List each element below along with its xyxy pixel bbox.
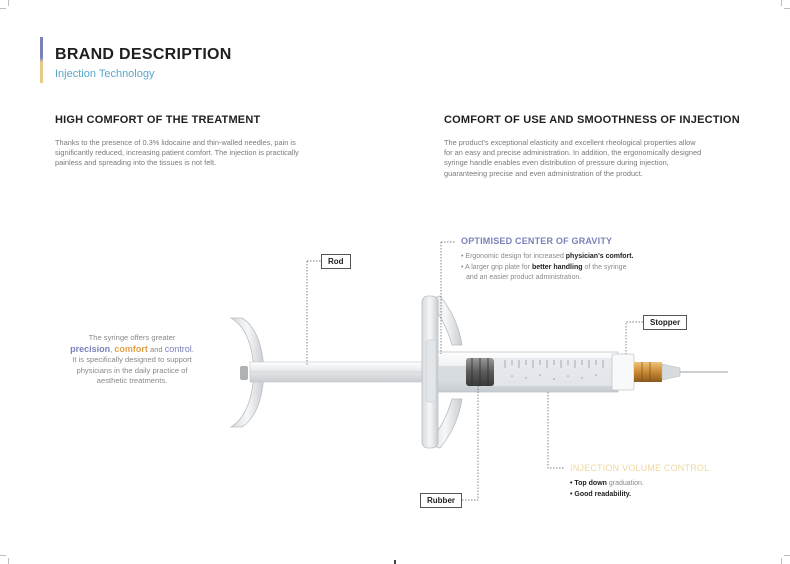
callout-gravity-bullet-2 [461,263,626,273]
side-description [52,333,212,387]
stopper-leader-line [626,322,643,354]
separator: . [191,344,194,354]
text-line: Thanks to the presence of 0.3% lidocaine and thin-walled needles, pain is [55,138,296,147]
volume-leader-line [548,392,564,468]
stopper-cap [612,354,634,390]
text-line: aesthetic treatments. [96,376,168,385]
needle-base [662,364,680,380]
text-line: for an easy and precise administration. In addition, the ergonomically designed [444,148,702,158]
text-line: It is specifically designed to support [72,355,192,364]
keyword-control: control [164,343,192,354]
keyword-comfort: comfort [114,343,148,354]
bullet-text: • Ergonomic design for increased [461,253,566,260]
label-stopper: Stopper [643,315,687,330]
section-title-comfort-treatment: HIGH COMFORT OF THE TREATMENT [55,114,261,126]
callout-gravity-bullet-1 [461,252,634,262]
text-line: syringe handle enables even distribution of pressure during injection, [444,158,669,168]
bullet-text: graduation. [606,480,644,487]
thumb-plate-hub [240,366,248,380]
keyword-precision: precision [70,343,111,354]
separator: , [110,344,115,354]
callout-gravity-bullet-2-cont: and an easier product administration. [466,274,582,281]
bullet-text: of the syringe [582,264,627,271]
text-line: The syringe offers greater [88,333,176,342]
callout-gravity-title: OPTIMISED CENTER OF GRAVITY [461,236,613,246]
text-line: physicians in the daily practice of [76,365,188,375]
text-line: The product's exceptional elasticity and excellent rheological properties allow [444,138,696,147]
text-line-keywords [52,344,212,356]
callout-volume-title: INJECTION VOLUME CONTROL [570,463,710,473]
page-subtitle: Injection Technology [55,68,155,80]
luer-hub [634,362,662,382]
text-line: significantly reduced, increasing patient comfort. The injection is practically [55,148,299,158]
separator: and [147,344,165,354]
bullet-emphasis: • Top down [570,480,607,487]
bullet-text: • A larger grip plate for [461,264,532,271]
bullet-emphasis: physician's comfort. [565,253,634,260]
text-line: guaranteeing precise and even administration of the product. [444,168,643,178]
bullet-emphasis: better handling [531,264,583,271]
callout-volume-bullet-2 [570,490,631,500]
page-title: BRAND DESCRIPTION [55,46,232,63]
section-title-comfort-use: COMFORT OF USE AND SMOOTHNESS OF INJECTION [444,114,740,126]
text-line: painless and spreading into the tissues is not felt. [55,158,217,168]
rubber-leader-line [462,386,478,500]
callout-volume-bullet-1 [570,479,644,489]
label-rubber: Rubber [420,493,462,508]
label-rod: Rod [321,254,351,269]
bullet-emphasis: • Good readability. [570,491,632,498]
